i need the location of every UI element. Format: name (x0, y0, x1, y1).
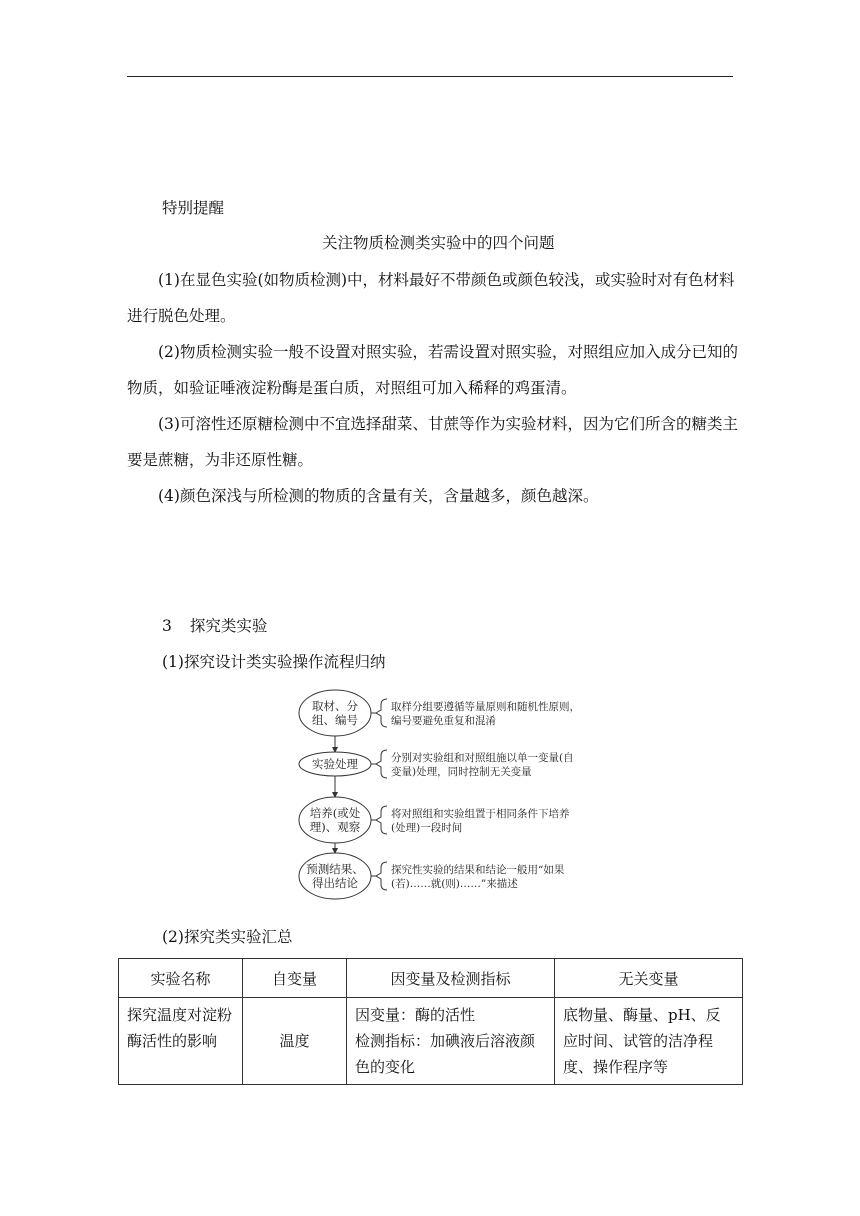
subsection-flow-title: (1)探究设计类实验操作流程归纳 (162, 653, 386, 671)
table-header-row (119, 959, 743, 998)
flow-node-label: 实验处理 (312, 757, 358, 771)
summary-table (118, 958, 743, 1085)
flow-node-label: 培养(或处 (309, 806, 361, 820)
flow-node-label: 组、编号 (312, 713, 358, 727)
flow-node-label: 取材、分 (312, 699, 358, 713)
subsection-summary-title: (2)探究类实验汇总 (162, 928, 293, 946)
cell-independent-variable: 温度 (243, 998, 347, 1085)
cell-dependent-line (355, 1002, 546, 1080)
section-title: 探究类实验 (189, 617, 268, 635)
cell-dependent-variable (347, 998, 555, 1085)
flow-brace (376, 699, 387, 727)
flow-diagram (295, 688, 605, 904)
flow-note: 编号要避免重复和混淆 (391, 715, 496, 727)
header-irrelevant-variable: 无关变量 (555, 959, 743, 998)
flow-brace (376, 806, 387, 834)
flow-svg (295, 688, 605, 904)
cell-experiment-name: 探究温度对淀粉酶活性的影响 (119, 998, 243, 1085)
header-dependent-variable: 因变量及检测指标 (347, 959, 555, 998)
flow-node-label: 理)、观察 (309, 820, 361, 834)
table-row (119, 998, 743, 1085)
flow-note: 探究性实验的结果和结论一般用“如果 (391, 864, 565, 876)
header-experiment-name: 实验名称 (119, 959, 243, 998)
section-heading (162, 615, 267, 637)
flow-note: 取样分组要遵循等量原则和随机性原则， (391, 701, 580, 713)
cell-irrelevant-variable: 底物量、酶量、pH、反应时间、试管的洁净程度、操作程序等 (555, 998, 743, 1085)
cell-line: 因变量：酶的活性 (355, 1006, 476, 1024)
flow-node-label: 得出结论 (312, 876, 358, 890)
flow-note: 将对照组和实验组置于相同条件下培养 (391, 808, 570, 820)
header-independent-variable: 自变量 (243, 959, 347, 998)
cell-line: 检测指标：加碘液后溶液颜色的变化 (355, 1032, 536, 1076)
flow-note: 分别对实验组和对照组施以单一变量(自 (391, 752, 574, 764)
tip-item-3: (3)可溶性还原糖检测中不宜选择甜菜、甘蔗等作为实验材料，因为它们所含的糖类主要是蔗糖，为非还原性糖。 (127, 415, 738, 469)
tip-title: 关注物质检测类实验中的四个问题 (322, 234, 555, 252)
flow-note: 变量)处理，同时控制无关变量 (391, 766, 532, 778)
tip-item-2: (2)物质检测实验一般不设置对照实验，若需设置对照实验，对照组应加入成分已知的物质，如验证唾液淀粉酶是蛋白质，对照组可加入稀释的鸡蛋清。 (127, 343, 738, 397)
tip-item-1: (1)在显色实验(如物质检测)中，材料最好不带颜色或颜色较浅，或实验时对有色材料进行脱色处理。 (127, 271, 735, 325)
flow-note: (若)……就(则)……”来描述 (391, 878, 518, 890)
tip-item-4: (4)颜色深浅与所检测的物质的含量有关，含量越多，颜色越深。 (158, 487, 599, 505)
flow-node-label: 预测结果、 (306, 862, 364, 876)
header-rule (127, 76, 733, 77)
tip-label: 特别提醒 (162, 199, 225, 217)
section-number: 3 (162, 617, 172, 635)
flow-brace (376, 750, 387, 778)
flow-brace (376, 862, 387, 890)
flow-note: (处理)一段时间 (391, 822, 463, 834)
